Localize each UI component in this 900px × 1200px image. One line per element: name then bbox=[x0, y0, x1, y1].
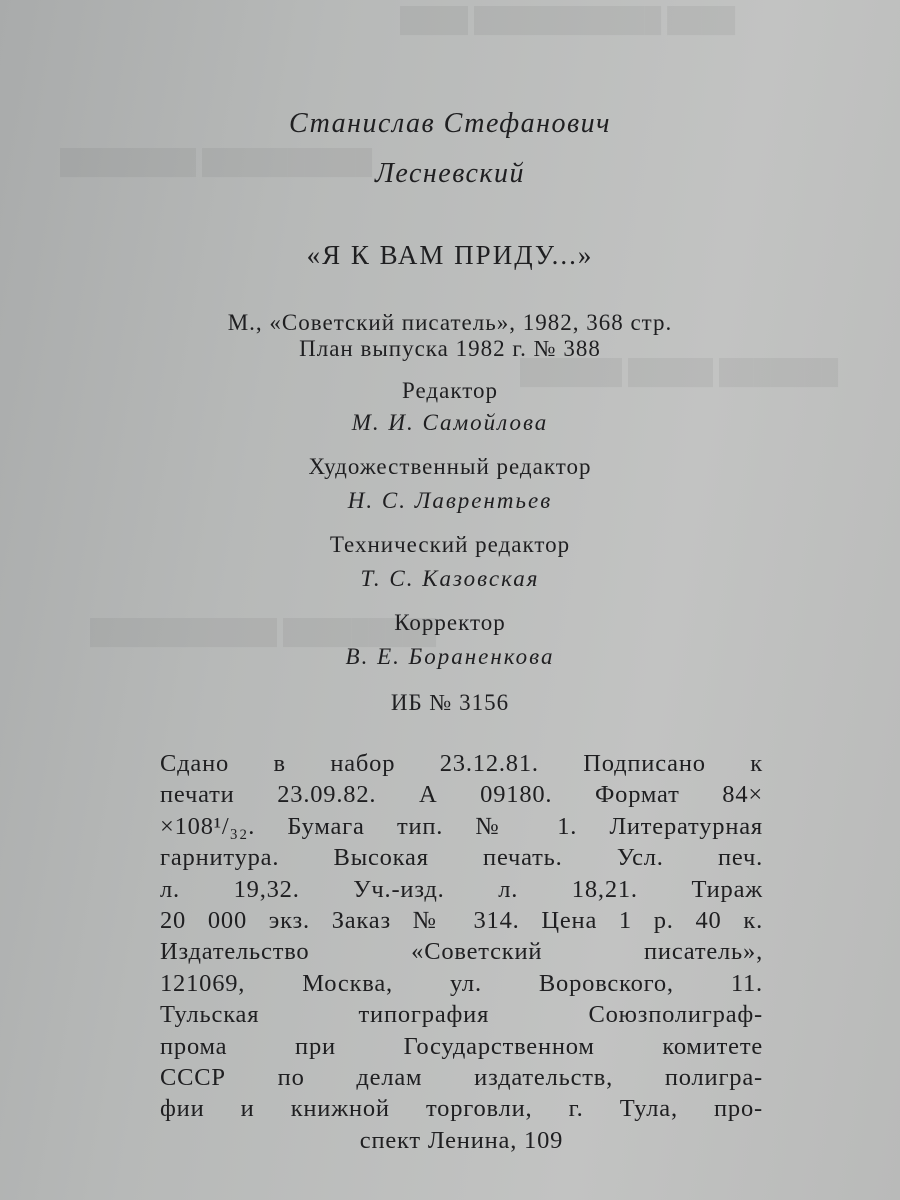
show-through-shadow: ██████████ ████████ bbox=[60, 150, 373, 176]
imprint-block bbox=[160, 748, 763, 1156]
show-through-shadow: ███████ █████ ██████ bbox=[520, 360, 839, 386]
credit-name: М. И. Самойлова bbox=[351, 410, 549, 435]
ib-number: ИБ № 3156 bbox=[390, 690, 510, 715]
credit-name: Н. С. Лаврентьев bbox=[347, 488, 553, 513]
show-through-shadow: ████ ███████████ ████ bbox=[400, 8, 736, 34]
imprint-line: гарнитура. Высокая печать. Усл. печ. bbox=[160, 844, 763, 872]
credit-role: Технический редактор bbox=[329, 532, 571, 557]
credit-role: Художественный редактор bbox=[308, 454, 592, 479]
credit-role: Редактор bbox=[402, 378, 498, 403]
imprint-line: спект Ленина, 109 bbox=[359, 1126, 564, 1154]
imprint-line: прома при Государственном комитете bbox=[160, 1032, 763, 1060]
imprint-line: Сдано в набор 23.12.81. Подписано к bbox=[160, 750, 763, 777]
imprint-line: ×108¹/₃₂. Бумага тип. № 1. Литературная bbox=[160, 812, 763, 840]
publication-info: М., «Советский писатель», 1982, 368 стр. bbox=[227, 310, 673, 335]
author-surname: Лесневский bbox=[374, 158, 526, 189]
imprint-line: 20 000 экз. Заказ № 314. Цена 1 р. 40 к. bbox=[160, 906, 763, 934]
imprint-line: СССР по делам издательств, полигра- bbox=[160, 1063, 763, 1091]
imprint-line: печати 23.09.82. А 09180. Формат 84× bbox=[160, 781, 763, 809]
imprint-line: фии и книжной торговли, г. Тула, про- bbox=[160, 1095, 763, 1123]
credit-role: Корректор bbox=[394, 610, 506, 635]
credit-name: Т. С. Казовская bbox=[360, 566, 540, 591]
release-plan: План выпуска 1982 г. № 388 bbox=[299, 336, 601, 361]
show-through-shadow: █████████ ███████████ bbox=[90, 620, 437, 646]
imprint-line: Тульская типография Союзполиграф- bbox=[160, 1001, 763, 1029]
credit-name: В. Е. Бораненкова bbox=[345, 644, 555, 669]
author-first-line: Станислав Стефанович bbox=[289, 108, 611, 139]
book-title: «Я К ВАМ ПРИДУ...» bbox=[306, 240, 594, 270]
imprint-line: 121069, Москва, ул. Воровского, 11. bbox=[160, 969, 763, 997]
imprint-line: Издательство «Советский писатель», bbox=[160, 938, 763, 966]
imprint-line: л. 19,32. Уч.-изд. л. 18,21. Тираж bbox=[160, 875, 763, 903]
